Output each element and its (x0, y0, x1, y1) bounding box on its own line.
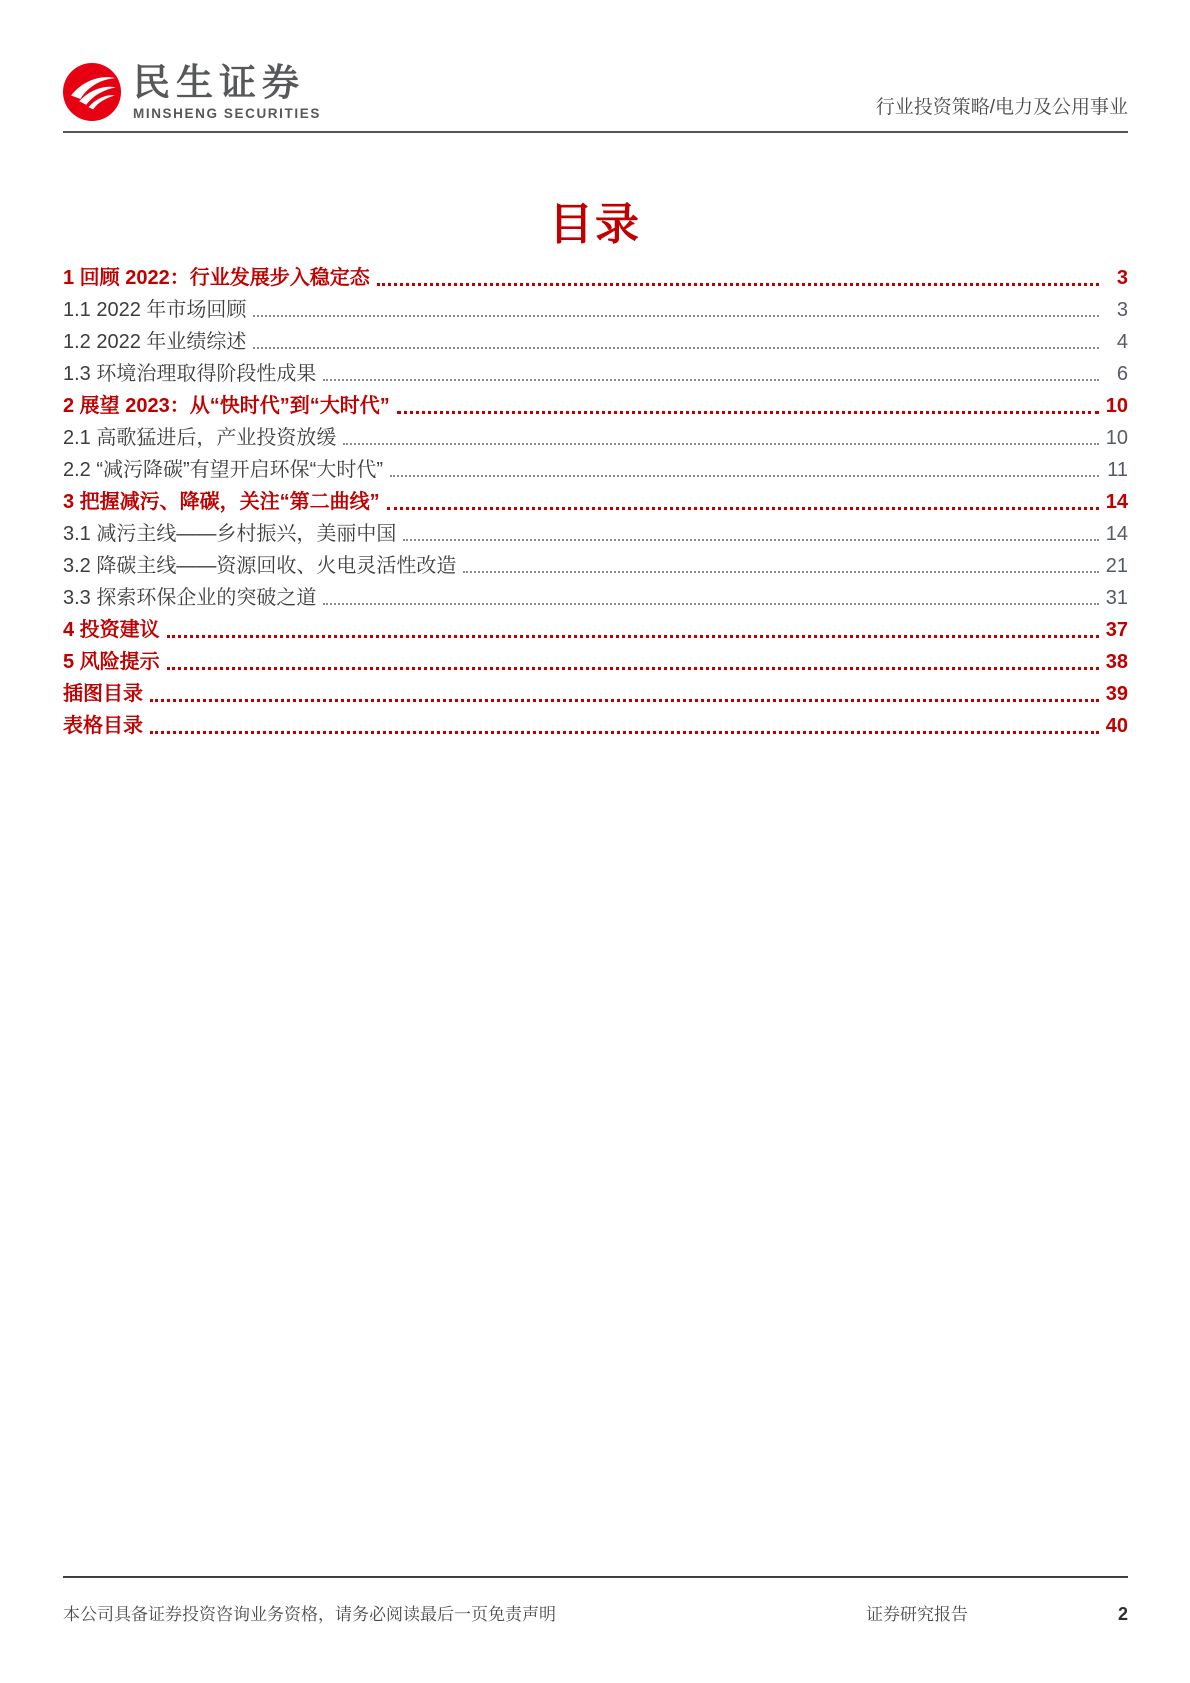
toc-page-number: 6 (1116, 363, 1128, 385)
toc-entry-label: 2.1 高歌猛进后，产业投资放缓 (63, 427, 337, 449)
toc-entry-label: 1.2 2022 年业绩综述 (63, 331, 247, 353)
toc-page-number: 37 (1105, 619, 1128, 641)
toc-entry[interactable] (63, 676, 1128, 708)
footer-page-number: 2 (1117, 1604, 1128, 1624)
toc-entry[interactable] (63, 484, 1128, 516)
toc-page-number: 14 (1105, 491, 1128, 513)
footer-disclaimer: 本公司具备证券投资咨询业务资格，请务必阅读最后一页免责声明 (63, 1605, 556, 1624)
toc-entry-label: 2.2 “减污降碳”有望开启环保“大时代” (63, 459, 383, 481)
brand-name-cn: 民生证券 (133, 61, 305, 103)
page-title: 目录 (549, 200, 641, 249)
toc-entry[interactable] (63, 388, 1128, 420)
toc-entry-label: 2 展望 2023：从“快时代”到“大时代” (63, 395, 390, 417)
toc-entry[interactable] (63, 644, 1128, 676)
toc-entry-label: 插图目录 (63, 683, 143, 705)
toc-entry-label: 3.1 减污主线——乡村振兴，美丽中国 (63, 523, 397, 545)
toc-entry[interactable] (63, 580, 1128, 612)
brand-logo (63, 63, 321, 131)
toc-page-number: 3 (1116, 299, 1128, 321)
toc-dot-leader (167, 635, 1099, 638)
toc-dot-leader (463, 571, 1099, 573)
report-category: 行业投资策略/电力及公用事业 (875, 97, 1128, 118)
toc-dot-leader (150, 731, 1099, 734)
toc-entry-label: 1.1 2022 年市场回顾 (63, 299, 247, 321)
brand-name-en: MINSHENG SECURITIES (133, 105, 321, 121)
toc-entry[interactable] (63, 548, 1128, 580)
toc-entry[interactable] (63, 324, 1128, 356)
toc-page-number: 11 (1107, 459, 1128, 481)
toc-page-number: 31 (1105, 587, 1128, 609)
toc-entry[interactable] (63, 420, 1128, 452)
toc-page-number: 39 (1105, 683, 1128, 705)
toc-dot-leader (397, 411, 1099, 414)
toc-entry-label: 3.3 探索环保企业的突破之道 (63, 587, 317, 609)
toc-dot-leader (253, 315, 1099, 317)
toc-dot-leader (403, 539, 1099, 541)
toc-entry[interactable] (63, 452, 1128, 484)
toc-dot-leader (167, 667, 1099, 670)
toc-page-number: 38 (1105, 651, 1128, 673)
toc-entry[interactable] (63, 292, 1128, 324)
toc-dot-leader (253, 347, 1099, 349)
toc-entry-label: 1.3 环境治理取得阶段性成果 (63, 363, 317, 385)
footer-report-type: 证券研究报告 (865, 1605, 968, 1624)
toc-entry[interactable] (63, 612, 1128, 644)
minsheng-logo-icon (63, 63, 121, 121)
toc-entry-label: 表格目录 (63, 715, 143, 737)
toc-dot-leader (323, 379, 1099, 381)
toc-entry[interactable] (63, 516, 1128, 548)
toc-dot-leader (377, 283, 1099, 286)
toc-entry[interactable] (63, 356, 1128, 388)
toc-page-number: 10 (1105, 427, 1128, 449)
toc-dot-leader (387, 507, 1099, 510)
toc-dot-leader (323, 603, 1099, 605)
toc-page-number: 4 (1116, 331, 1128, 353)
toc-entry[interactable] (63, 260, 1128, 292)
toc-entry[interactable] (63, 708, 1128, 740)
toc-entry-label: 4 投资建议 (63, 619, 160, 641)
toc-entry-label: 3.2 降碳主线——资源回收、火电灵活性改造 (63, 555, 457, 577)
toc-page-number: 3 (1116, 267, 1128, 289)
toc-page-number: 14 (1105, 523, 1128, 545)
toc-dot-leader (150, 699, 1099, 702)
toc-entry-label: 3 把握减污、降碳，关注“第二曲线” (63, 491, 380, 513)
toc-entry-label: 5 风险提示 (63, 651, 160, 673)
toc-dot-leader (390, 475, 1099, 477)
page-header (63, 55, 1128, 133)
toc-entry-label: 1 回顾 2022：行业发展步入稳定态 (63, 267, 370, 289)
toc-page-number: 10 (1105, 395, 1128, 417)
toc-page-number: 21 (1105, 555, 1128, 577)
toc-dot-leader (343, 443, 1099, 445)
table-of-contents (63, 260, 1128, 740)
toc-page-number: 40 (1105, 715, 1128, 737)
page-footer (63, 1576, 1128, 1625)
